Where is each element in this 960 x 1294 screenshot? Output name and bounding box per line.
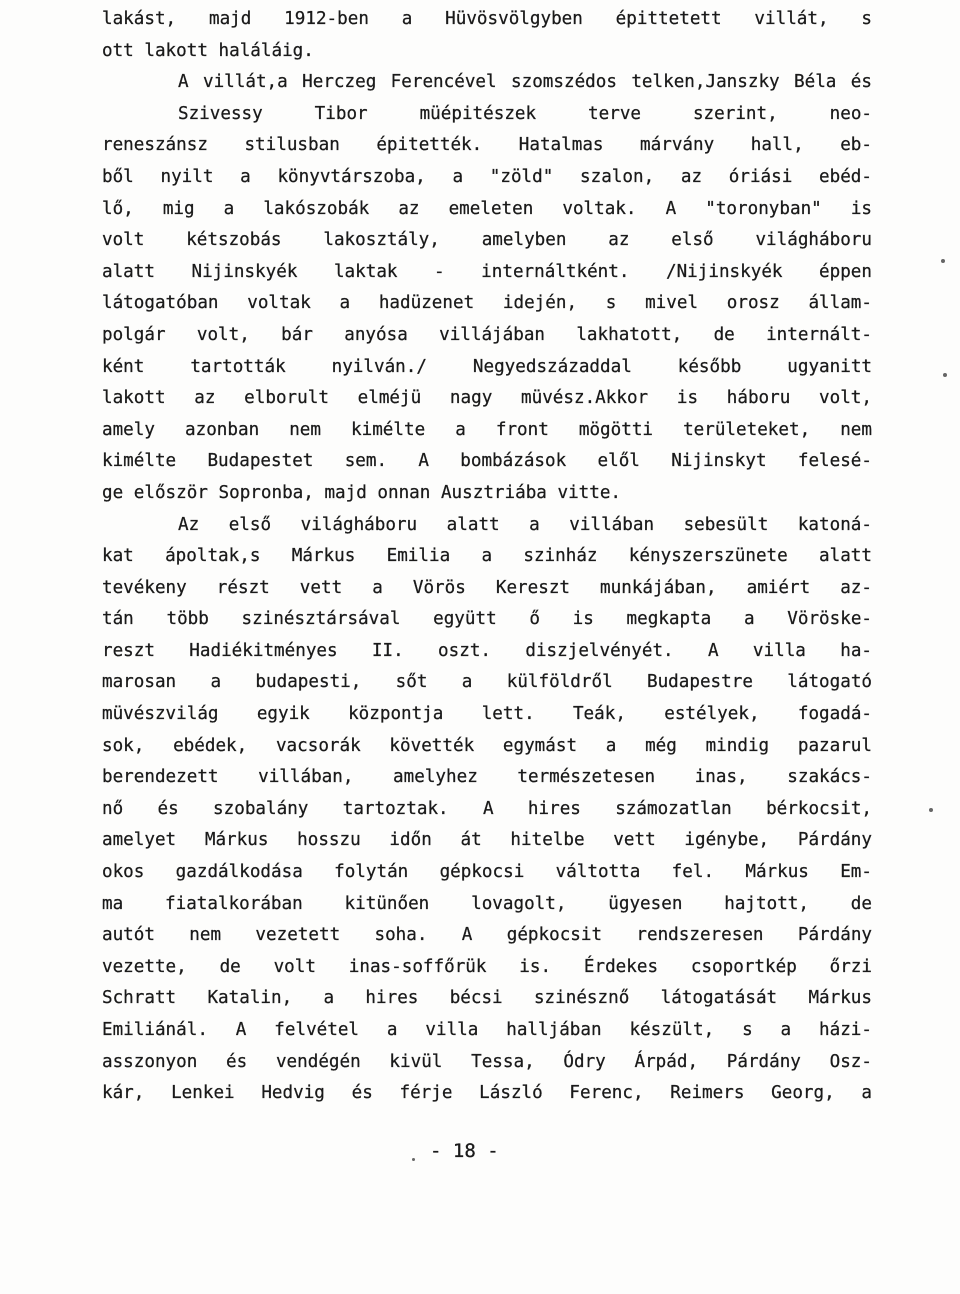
- scan-speck: [943, 373, 947, 377]
- text-line: A villát,a Herczeg Ferencével szomszédos telken,Janszky Béla és Szivessy Tibor müépitészek terve szerint, neo-: [178, 72, 872, 124]
- text-line: reneszánsz stilusban épitették. Hatalmas márvány hall, eb-: [102, 135, 872, 156]
- text-line: Emiliánál. A felvétel a villa halljában készült, s a házi-: [102, 1020, 872, 1040]
- text-line: kár, Lenkei Hedvig és férje László Ferenc, Reimers Georg, a: [102, 1083, 872, 1104]
- text-line: sok, ebédek, vacsorák követték egymást a még mindig pazarul: [102, 735, 872, 756]
- text-line: Schratt Katalin, a hires bécsi szinésznő látogatását Márkus: [102, 988, 872, 1009]
- text-line: marosan a budapesti, sőt a külföldről Budapestre látogató: [102, 672, 872, 693]
- text-line: Az első világháboru alatt a villában sebesült katoná-: [178, 514, 872, 535]
- body-text: [102, 4, 872, 1110]
- text-line: lakott az elborult elméjü nagy müvész.Akkor is háboru volt,: [102, 388, 872, 409]
- text-line: tán több szinésztársával együtt ő is megkapta a Vöröske-: [102, 609, 872, 630]
- text-line: lő, mig a lakószobák az emeleten voltak. A "toronyban" is: [102, 198, 872, 219]
- text-line: vezette, de volt inas-soffőrük is. Érdekes csoportkép őrzi: [102, 956, 872, 977]
- text-line: látogatóban voltak a hadüzenet idején, s mivel orosz állam-: [102, 293, 872, 314]
- scan-speck: [941, 259, 945, 263]
- text-line: kimélte Budapestet sem. A bombázások elől Nijinskyt felesé-: [102, 451, 872, 472]
- text-line: polgár volt, bár anyósa villájában lakhatott, de internált-: [102, 324, 872, 345]
- text-line: berendezett villában, amelyhez természetesen inas, szakács-: [102, 767, 872, 788]
- text-line: tevékeny részt vett a Vörös Kereszt munkájában, amiért az-: [102, 577, 872, 598]
- text-line: ből nyilt a könyvtárszoba, a "zöld" szalon, az óriási ebéd-: [102, 166, 872, 187]
- text-line: okos gazdálkodása folytán gépkocsi váltotta fel. Márkus Em-: [102, 862, 872, 883]
- text-line: müvészvilág egyik központja lett. Teák, estélyek, fogadá-: [102, 704, 872, 725]
- text-line: ge először Sopronba, majd onnan Ausztriába vitte.: [102, 482, 622, 503]
- text-line: kat ápoltak,s Márkus Emilia a szinház kényszerszünete alatt: [102, 546, 872, 567]
- text-line: alatt Nijinskyék laktak - internáltként. /Nijinskyék éppen: [102, 261, 872, 282]
- text-line: ként tartották nyilván./ Negyedszázaddal később ugyanitt: [102, 356, 872, 377]
- text-line: volt kétszobás lakosztály, amelyben az első világháboru: [102, 230, 872, 251]
- text-line: autót nem vezetett soha. A gépkocsit rendszeresen Párdány: [102, 925, 872, 946]
- scan-speck: [412, 1158, 415, 1161]
- text-line: ma fiatalkorában kitünően lovagolt, ügyesen hajtott, de: [102, 893, 872, 914]
- scan-speck: [929, 808, 933, 812]
- text-line: amelyet Márkus hosszu időn át hitelbe vett igénybe, Párdány: [102, 830, 872, 851]
- text-line: nő és szobalány tartoztak. A hires számozatlan bérkocsit,: [102, 798, 872, 819]
- text-line: asszonyon és vendégén kivül Tessa, Ódry Árpád, Párdány Osz-: [102, 1051, 872, 1072]
- text-line: reszt Hadiékitményes II. oszt. diszjelvényét. A villa ha-: [102, 640, 872, 661]
- text-line: ott lakott haláláig.: [102, 40, 314, 61]
- text-line: amely azonban nem kimélte a front mögötti területeket, nem: [102, 419, 872, 440]
- text-line: lakást, majd 1912-ben a Hüvösvölgyben épittetett villát, s: [102, 9, 872, 29]
- page-number: - 18 -: [430, 1140, 499, 1162]
